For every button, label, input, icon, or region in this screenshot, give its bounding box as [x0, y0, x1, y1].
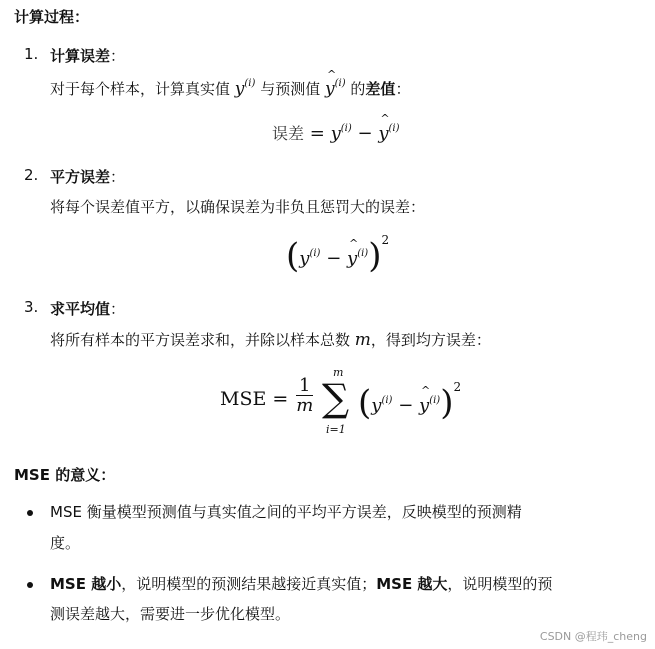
- exponent-2: 2: [453, 380, 462, 394]
- formula-error-lhs: 误差: [272, 124, 305, 143]
- summation-sigma: ∑: [322, 376, 350, 420]
- var-m: m: [354, 330, 371, 350]
- right-paren: ): [440, 383, 454, 423]
- formula-squared-error: [286, 233, 390, 276]
- mse-label: MSE: [220, 388, 267, 410]
- equals-sign: =: [272, 388, 289, 410]
- step-2-description: 将每个误差值平方，以确保误差为非负且惩罚大的误差：: [50, 198, 426, 216]
- right-paren: ): [368, 236, 382, 276]
- sup-i: (i): [429, 395, 441, 406]
- exponent-2: 2: [381, 233, 390, 247]
- sum-upper-limit: m: [333, 366, 344, 379]
- step-1-number: 1.: [24, 45, 39, 63]
- minus-sign: −: [326, 248, 342, 269]
- var-y: y: [299, 248, 310, 269]
- step-3-colon: ：: [110, 300, 126, 318]
- equals-sign: =: [309, 123, 325, 144]
- section-heading-process: 计算过程：: [14, 8, 90, 26]
- step-1-desc-middle: 与预测值: [260, 80, 321, 98]
- sup-i: (i): [334, 78, 346, 89]
- bullet-2-line-2: 测误差越大，需要进一步优化模型。: [50, 605, 291, 623]
- sum-lower-limit: i=1: [326, 423, 346, 436]
- bullet-1-line-2: 度。: [50, 534, 81, 552]
- left-paren: (: [358, 383, 372, 423]
- bullet-2-text-1: ，说明模型的预测结果越接近真实值；: [121, 575, 377, 593]
- bullet-2-bold-1: MSE 越小: [50, 575, 122, 593]
- csdn-watermark: CSDN @程玮_cheng: [539, 630, 647, 643]
- bullet-dot: [27, 510, 33, 516]
- bullet-2-bold-2: MSE 越大: [376, 575, 448, 593]
- fraction-numerator: 1: [296, 377, 313, 396]
- step-3-title: 求平均值: [50, 300, 111, 318]
- var-y-hat: ^ y: [419, 395, 429, 416]
- bullet-2-text-2: ，说明模型的预: [447, 575, 553, 593]
- minus-sign: −: [357, 123, 373, 144]
- step-3-desc-suffix: ，得到均方误差：: [370, 331, 491, 349]
- step-1-header: [50, 45, 125, 66]
- sup-i: (i): [340, 123, 352, 134]
- bullet-1-line-1: MSE 衡量模型预测值与真实值之间的平均平方误差，反映模型的预测精: [50, 503, 522, 521]
- step-2-header: [50, 166, 125, 187]
- bullet-2-line-1: [50, 573, 552, 594]
- step-1-colon: ：: [110, 47, 126, 65]
- var-y-hat: ^ y: [347, 248, 357, 269]
- step-1-desc-prefix: 对于每个样本，计算真实值: [50, 80, 231, 98]
- step-1-desc-suffix: ：: [395, 80, 411, 98]
- section-heading-meaning: MSE 的意义：: [14, 466, 116, 484]
- step-2-colon: ：: [110, 168, 126, 186]
- formula-mse-body: [358, 380, 462, 423]
- step-3-header: [50, 298, 125, 319]
- sup-i: (i): [388, 123, 400, 134]
- step-1-title: 计算误差: [50, 47, 111, 65]
- step-1-desc-bold: 差值: [365, 80, 396, 98]
- var-y: y: [371, 395, 382, 416]
- left-paren: (: [286, 236, 300, 276]
- sup-i: (i): [309, 248, 321, 259]
- sup-i: (i): [381, 395, 393, 406]
- bullet-dot: [27, 582, 33, 588]
- step-2-title: 平方误差: [50, 168, 111, 186]
- step-1-description: [50, 78, 410, 99]
- step-3-number: 3.: [24, 298, 39, 316]
- formula-error: [272, 121, 400, 144]
- fraction-1-over-m: [296, 377, 313, 416]
- var-y-hat: ^ y: [325, 79, 335, 99]
- var-y-hat: ^ y: [378, 123, 388, 144]
- step-3-desc-prefix: 将所有样本的平方误差求和，并除以样本总数: [50, 331, 351, 349]
- minus-sign: −: [398, 395, 414, 416]
- formula-mse-lhs: [220, 388, 288, 410]
- sup-i: (i): [244, 78, 256, 89]
- fraction-denominator: m: [296, 395, 314, 416]
- step-1-desc-diff-pre: 的: [350, 80, 366, 98]
- var-y: y: [330, 123, 341, 144]
- sup-i: (i): [357, 248, 369, 259]
- step-2-number: 2.: [24, 166, 39, 184]
- step-3-description: [50, 329, 491, 350]
- var-y: y: [234, 79, 245, 99]
